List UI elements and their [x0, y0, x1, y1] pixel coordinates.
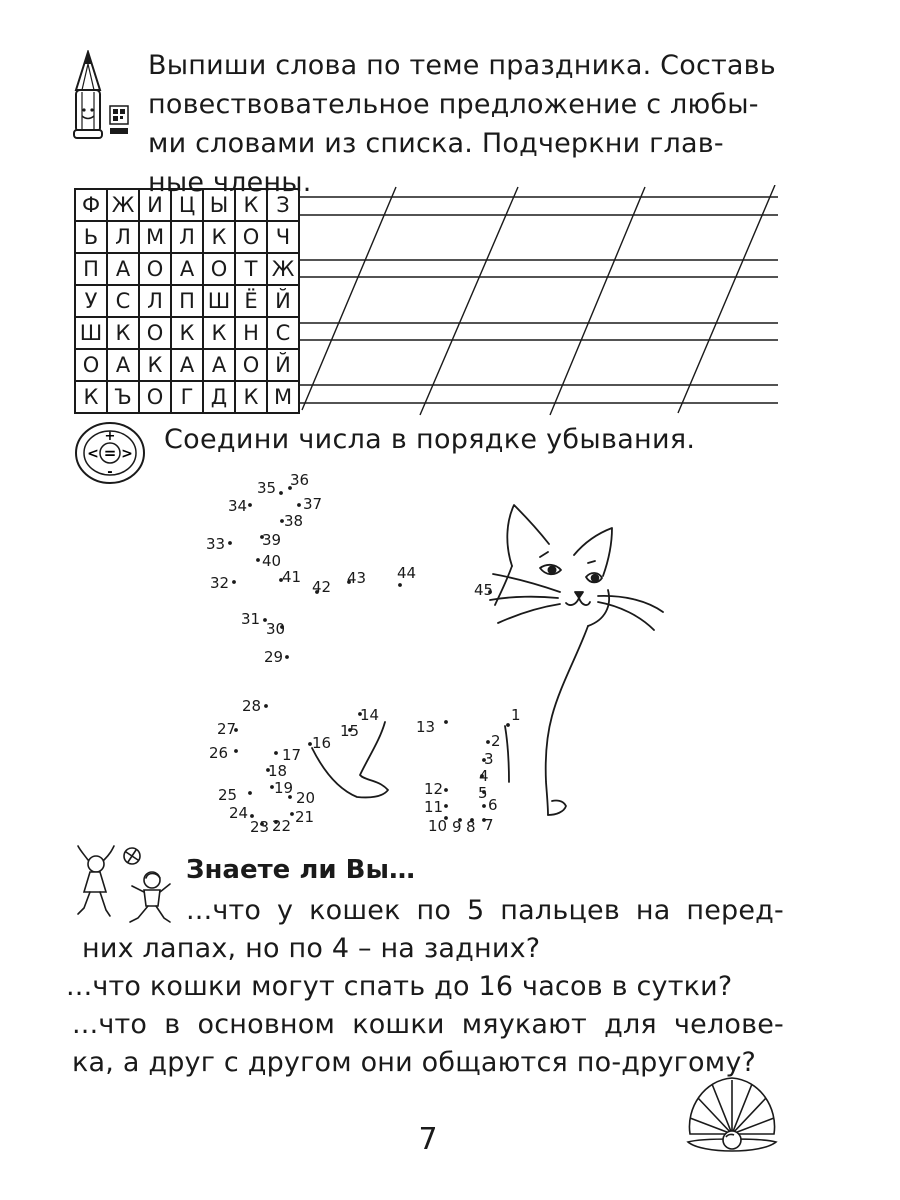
- dot-label-12: 12: [424, 780, 444, 798]
- dot-label-44: 44: [397, 564, 417, 582]
- fact-line: ...что кошки могут спать до 16 часов в сутки?: [66, 971, 733, 1002]
- grid-row: [75, 189, 299, 221]
- grid-cell: К: [235, 189, 267, 221]
- dot-32: [232, 580, 236, 584]
- pencil-icon: [60, 50, 136, 142]
- grid-cell: П: [75, 253, 107, 285]
- dot-label-20: 20: [296, 789, 316, 807]
- dot-25: [248, 791, 252, 795]
- dot-label-3: 3: [484, 750, 494, 768]
- grid-cell: П: [171, 285, 203, 317]
- dot-label-25: 25: [218, 786, 238, 804]
- dot-label-27: 27: [217, 720, 237, 738]
- grid-cell: О: [75, 349, 107, 381]
- dot-to-dot-cat: [190, 465, 670, 845]
- page-number: 7: [418, 1122, 438, 1157]
- dot-label-5: 5: [478, 784, 488, 802]
- dot-13: [444, 720, 448, 724]
- cat-whiskers-left: [490, 574, 560, 623]
- cat-whiskers-right: [598, 596, 663, 630]
- grid-cell: Л: [171, 221, 203, 253]
- grid-cell: Ч: [267, 221, 299, 253]
- dot-label-16: 16: [312, 734, 332, 752]
- cat-right-ear: [574, 528, 612, 576]
- grid-cell: Н: [235, 317, 267, 349]
- writing-lines: [300, 185, 785, 420]
- dot-label-35: 35: [257, 479, 277, 497]
- grid-cell: К: [235, 381, 267, 413]
- dot-37: [297, 503, 301, 507]
- dot-label-17: 17: [282, 746, 302, 764]
- grid-row: [75, 253, 299, 285]
- dot-2: [486, 740, 490, 744]
- dot-label-43: 43: [347, 569, 367, 587]
- task1-line: ные члены.: [148, 167, 312, 198]
- dot-label-24: 24: [229, 804, 249, 822]
- task-instructions-1: [148, 46, 780, 202]
- dot-label-45: 45: [474, 581, 494, 599]
- cat-back-hint: [505, 726, 509, 782]
- dot-label-36: 36: [290, 471, 310, 489]
- dot-label-6: 6: [488, 796, 498, 814]
- grid-cell: О: [139, 381, 171, 413]
- dot-label-11: 11: [424, 798, 444, 816]
- grid-cell: О: [139, 253, 171, 285]
- facts-title: Знаете ли Вы…: [186, 855, 416, 885]
- dot-label-34: 34: [228, 497, 248, 515]
- grid-cell: И: [139, 189, 171, 221]
- dot-label-38: 38: [284, 512, 304, 530]
- dot-26: [234, 749, 238, 753]
- grid-cell: Ц: [171, 189, 203, 221]
- dot-label-9: 9: [452, 818, 462, 836]
- dot-label-30: 30: [266, 620, 286, 638]
- dot-label-7: 7: [484, 816, 494, 834]
- task-instructions-2: Соедини числа в порядке убывания.: [164, 424, 696, 455]
- dot-11: [444, 804, 448, 808]
- grid-row: [75, 317, 299, 349]
- dot-34: [248, 503, 252, 507]
- svg-text:=: =: [103, 444, 117, 462]
- fact-line: ...что у кошек по 5 пальцев на перед-: [186, 895, 784, 926]
- cat-brow-right: [588, 561, 595, 563]
- dot-label-29: 29: [264, 648, 284, 666]
- grid-cell: Й: [267, 285, 299, 317]
- cat-front-paw: [548, 801, 566, 815]
- dot-label-2: 2: [491, 732, 501, 750]
- compare-signs-icon: [72, 420, 152, 486]
- grid-row: [75, 221, 299, 253]
- grid-cell: О: [235, 349, 267, 381]
- fact-line: ка, а друг с другом они общаются по-другому?: [72, 1047, 757, 1078]
- dot-label-32: 32: [210, 574, 230, 592]
- svg-text:-: -: [107, 465, 113, 480]
- word-search-grid: [74, 188, 300, 414]
- grid-cell: К: [203, 317, 235, 349]
- dot-label-33: 33: [206, 535, 226, 553]
- dot-21: [290, 812, 294, 816]
- grid-cell: С: [267, 317, 299, 349]
- dot-label-22: 22: [272, 817, 292, 835]
- cat-mouth: [566, 598, 590, 605]
- dot-label-31: 31: [241, 610, 261, 628]
- dot-label-14: 14: [360, 706, 380, 724]
- grid-cell: Д: [203, 381, 235, 413]
- grid-cell: Ы: [203, 189, 235, 221]
- grid-cell: Ж: [267, 253, 299, 285]
- dot-17: [274, 751, 278, 755]
- dot-label-19: 19: [274, 779, 294, 797]
- task1-line: Выпиши слова по теме праздника. Составь: [148, 50, 776, 81]
- dot-label-42: 42: [312, 578, 332, 596]
- grid-cell: Ш: [75, 317, 107, 349]
- cat-left-ear: [507, 505, 549, 566]
- grid-cell: Ж: [107, 189, 139, 221]
- grid-cell: О: [235, 221, 267, 253]
- grid-row: [75, 349, 299, 381]
- grid-cell: А: [107, 253, 139, 285]
- dot-label-15: 15: [340, 722, 360, 740]
- dot-label-4: 4: [479, 767, 489, 785]
- cat-brow-left: [540, 552, 548, 557]
- dot-label-18: 18: [268, 762, 288, 780]
- fact-line: ...что в основном кошки мяукают для челове-: [72, 1009, 784, 1040]
- grid-cell: Г: [171, 381, 203, 413]
- dot-label-10: 10: [428, 817, 448, 835]
- dot-label-26: 26: [209, 744, 229, 762]
- cat-neck-front: [546, 626, 588, 815]
- grid-cell: О: [139, 317, 171, 349]
- dot-label-13: 13: [416, 718, 436, 736]
- dot-label-8: 8: [466, 818, 476, 836]
- grid-cell: К: [107, 317, 139, 349]
- dot-6: [482, 804, 486, 808]
- grid-cell: А: [107, 349, 139, 381]
- dot-label-23: 23: [250, 818, 270, 836]
- grid-cell: А: [171, 253, 203, 285]
- svg-text:+: +: [104, 429, 116, 444]
- grid-cell: М: [139, 221, 171, 253]
- facts-block: [66, 892, 784, 1082]
- cat-left-pupil: [548, 566, 555, 573]
- cat-right-pupil: [592, 575, 599, 582]
- dot-29: [285, 655, 289, 659]
- grid-cell: Ё: [235, 285, 267, 317]
- svg-text:>: >: [121, 446, 133, 462]
- dot-40: [256, 558, 260, 562]
- dot-label-39: 39: [262, 531, 282, 549]
- grid-cell: К: [139, 349, 171, 381]
- dot-1: [506, 723, 510, 727]
- dot-label-21: 21: [295, 808, 315, 826]
- grid-cell: Ф: [75, 189, 107, 221]
- grid-cell: З: [267, 189, 299, 221]
- grid-cell: А: [203, 349, 235, 381]
- grid-cell: Т: [235, 253, 267, 285]
- dot-label-41: 41: [282, 568, 302, 586]
- grid-cell: Ш: [203, 285, 235, 317]
- grid-cell: А: [171, 349, 203, 381]
- grid-cell: К: [203, 221, 235, 253]
- grid-cell: Л: [107, 221, 139, 253]
- task1-line: повествовательное предложение с любы-: [148, 89, 759, 120]
- dot-label-28: 28: [242, 697, 262, 715]
- grid-cell: С: [107, 285, 139, 317]
- grid-cell: Й: [267, 349, 299, 381]
- dot-12: [444, 788, 448, 792]
- fact-line: них лапах, но по 4 – на задних?: [82, 933, 541, 964]
- grid-row: [75, 381, 299, 413]
- dot-label-40: 40: [262, 552, 282, 570]
- grid-cell: Л: [139, 285, 171, 317]
- grid-cell: К: [171, 317, 203, 349]
- dot-label-37: 37: [303, 495, 323, 513]
- dot-35: [279, 491, 283, 495]
- task1-line: ми словами из списка. Подчеркни глав-: [148, 128, 724, 159]
- grid-cell: К: [75, 381, 107, 413]
- grid-cell: Ъ: [107, 381, 139, 413]
- dot-label-1: 1: [511, 706, 521, 724]
- grid-cell: Ь: [75, 221, 107, 253]
- grid-cell: О: [203, 253, 235, 285]
- grid-cell: У: [75, 285, 107, 317]
- dot-33: [228, 541, 232, 545]
- svg-text:<: <: [87, 446, 99, 462]
- dot-28: [264, 704, 268, 708]
- grid-cell: М: [267, 381, 299, 413]
- grid-row: [75, 285, 299, 317]
- dot-44: [398, 583, 402, 587]
